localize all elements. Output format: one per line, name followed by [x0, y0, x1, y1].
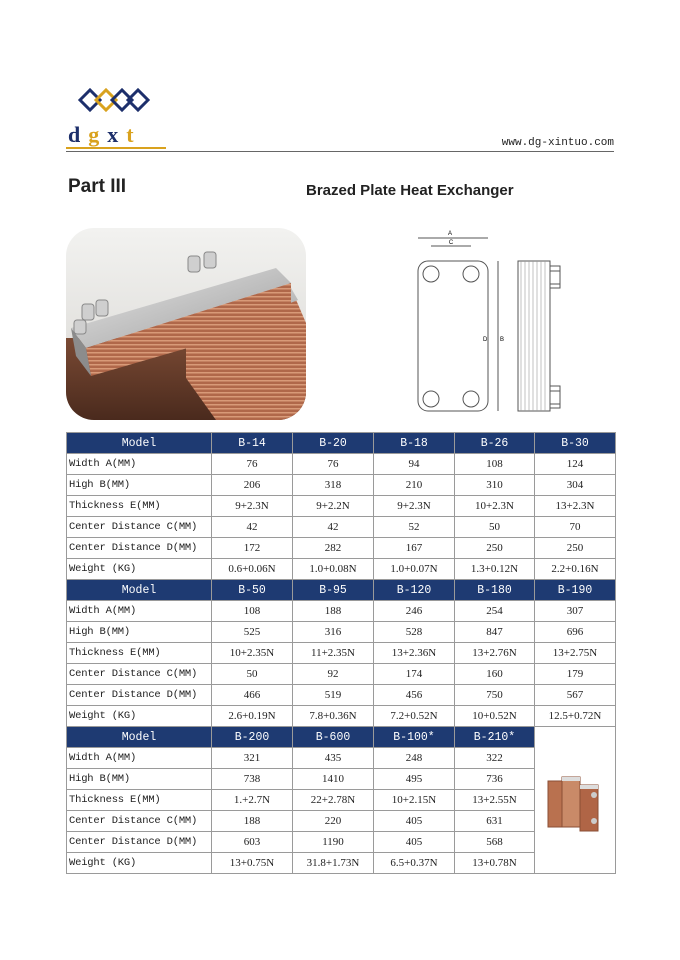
- part-label: Part III: [68, 176, 127, 197]
- table-cell: 167: [374, 538, 455, 559]
- table-cell: 405: [374, 811, 455, 832]
- table-cell: 92: [293, 664, 374, 685]
- thumbnail-image: [540, 759, 610, 839]
- table-cell: 307: [535, 601, 616, 622]
- row-label: Thickness E(MM): [67, 643, 212, 664]
- table-header-row: [67, 727, 616, 748]
- table-row: [67, 454, 616, 475]
- table-cell: 0.6+0.06N: [212, 559, 293, 580]
- table-cell: 13+2.55N: [455, 790, 535, 811]
- table-row: [67, 664, 616, 685]
- dim-label-a: A: [447, 231, 453, 237]
- page-title: Brazed Plate Heat Exchanger: [306, 182, 514, 199]
- table-cell: 2.6+0.19N: [212, 706, 293, 727]
- table-cell: 631: [455, 811, 535, 832]
- table-cell: 847: [455, 622, 535, 643]
- model-column-header: B-190: [535, 580, 616, 601]
- table-cell: 456: [374, 685, 455, 706]
- row-label: Width A(MM): [67, 748, 212, 769]
- row-label: Weight (KG): [67, 853, 212, 874]
- row-label: Thickness E(MM): [67, 790, 212, 811]
- table-row: [67, 706, 616, 727]
- table-cell: 254: [455, 601, 535, 622]
- table-header-row: [67, 433, 616, 454]
- table-cell: 174: [374, 664, 455, 685]
- model-column-header: B-95: [293, 580, 374, 601]
- table-cell: 22+2.78N: [293, 790, 374, 811]
- model-column-header: B-120: [374, 580, 455, 601]
- model-column-header: B-30: [535, 433, 616, 454]
- table-cell: 52: [374, 517, 455, 538]
- table-cell: 750: [455, 685, 535, 706]
- table-cell: 76: [212, 454, 293, 475]
- table-cell: 1.3+0.12N: [455, 559, 535, 580]
- table-cell: 1190: [293, 832, 374, 853]
- table-row: [67, 811, 616, 832]
- table-cell: 736: [455, 769, 535, 790]
- row-label: Center Distance D(MM): [67, 538, 212, 559]
- table-row: [67, 748, 616, 769]
- table-cell: 206: [212, 475, 293, 496]
- table-cell: 220: [293, 811, 374, 832]
- model-column-header: B-26: [455, 433, 535, 454]
- table-row: [67, 643, 616, 664]
- table-cell: 13+0.75N: [212, 853, 293, 874]
- model-column-header: B-600: [293, 727, 374, 748]
- dim-label-c: C: [448, 240, 454, 246]
- table-cell: 318: [293, 475, 374, 496]
- model-header: Model: [67, 580, 212, 601]
- table-cell: 9+2.3N: [374, 496, 455, 517]
- table-cell: 9+2.2N: [293, 496, 374, 517]
- table-cell: 568: [455, 832, 535, 853]
- table-row: [67, 790, 616, 811]
- table-cell: 603: [212, 832, 293, 853]
- table-cell: 519: [293, 685, 374, 706]
- model-header: Model: [67, 727, 212, 748]
- table-cell: 108: [212, 601, 293, 622]
- row-label: High B(MM): [67, 769, 212, 790]
- table-cell: 13+2.75N: [535, 643, 616, 664]
- row-label: Center Distance C(MM): [67, 811, 212, 832]
- table-cell: 10+2.15N: [374, 790, 455, 811]
- header-divider: [66, 151, 614, 152]
- table-cell: 405: [374, 832, 455, 853]
- row-label: Weight (KG): [67, 706, 212, 727]
- table-cell: 42: [293, 517, 374, 538]
- table-cell: 1410: [293, 769, 374, 790]
- table-row: [67, 475, 616, 496]
- table-cell: 188: [293, 601, 374, 622]
- table-row: [67, 769, 616, 790]
- table-row: [67, 622, 616, 643]
- table-cell: 525: [212, 622, 293, 643]
- table-cell: 310: [455, 475, 535, 496]
- table-cell: 250: [535, 538, 616, 559]
- table-cell: 738: [212, 769, 293, 790]
- table-cell: 567: [535, 685, 616, 706]
- website-url[interactable]: www.dg-xintuo.com: [501, 137, 614, 149]
- model-column-header: B-210*: [455, 727, 535, 748]
- table-cell: 495: [374, 769, 455, 790]
- table-cell: 250: [455, 538, 535, 559]
- table-row: [67, 853, 616, 874]
- table-cell: 160: [455, 664, 535, 685]
- table-cell: 124: [535, 454, 616, 475]
- product-thumbnail: [535, 727, 616, 874]
- table-cell: 6.5+0.37N: [374, 853, 455, 874]
- table-row: [67, 832, 616, 853]
- table-cell: 10+2.35N: [212, 643, 293, 664]
- table-cell: 10+2.3N: [455, 496, 535, 517]
- table-cell: 12.5+0.72N: [535, 706, 616, 727]
- row-label: Center Distance D(MM): [67, 832, 212, 853]
- table-cell: 50: [212, 664, 293, 685]
- row-label: High B(MM): [67, 622, 212, 643]
- table-cell: 70: [535, 517, 616, 538]
- table-cell: 248: [374, 748, 455, 769]
- product-photo: [66, 228, 306, 420]
- row-label: Weight (KG): [67, 559, 212, 580]
- table-cell: 1.0+0.08N: [293, 559, 374, 580]
- table-cell: 76: [293, 454, 374, 475]
- table-cell: 528: [374, 622, 455, 643]
- table-cell: 188: [212, 811, 293, 832]
- table-cell: 50: [455, 517, 535, 538]
- table-cell: 108: [455, 454, 535, 475]
- table-cell: 321: [212, 748, 293, 769]
- table-cell: 246: [374, 601, 455, 622]
- row-label: Center Distance D(MM): [67, 685, 212, 706]
- model-column-header: B-100*: [374, 727, 455, 748]
- table-row: [67, 559, 616, 580]
- table-row: [67, 538, 616, 559]
- logo-wordmark: dgxt: [68, 122, 142, 147]
- table-cell: 13+0.78N: [455, 853, 535, 874]
- table-cell: 172: [212, 538, 293, 559]
- table-cell: 10+0.52N: [455, 706, 535, 727]
- table-cell: 94: [374, 454, 455, 475]
- table-cell: 696: [535, 622, 616, 643]
- model-column-header: B-180: [455, 580, 535, 601]
- table-cell: 13+2.36N: [374, 643, 455, 664]
- row-label: Thickness E(MM): [67, 496, 212, 517]
- table-cell: 9+2.3N: [212, 496, 293, 517]
- table-row: [67, 601, 616, 622]
- row-label: High B(MM): [67, 475, 212, 496]
- table-cell: 304: [535, 475, 616, 496]
- dim-label-d: D: [483, 337, 488, 343]
- model-column-header: B-50: [212, 580, 293, 601]
- model-column-header: B-18: [374, 433, 455, 454]
- model-column-header: B-200: [212, 727, 293, 748]
- table-cell: 11+2.35N: [293, 643, 374, 664]
- spec-table: [66, 432, 616, 874]
- table-cell: 7.2+0.52N: [374, 706, 455, 727]
- table-cell: 466: [212, 685, 293, 706]
- table-row: [67, 517, 616, 538]
- row-label: Width A(MM): [67, 454, 212, 475]
- table-row: [67, 496, 616, 517]
- table-header-row: [67, 580, 616, 601]
- table-cell: 322: [455, 748, 535, 769]
- dim-label-b: B: [500, 337, 505, 343]
- table-cell: 7.8+0.36N: [293, 706, 374, 727]
- model-column-header: B-20: [293, 433, 374, 454]
- table-cell: 316: [293, 622, 374, 643]
- table-cell: 2.2+0.16N: [535, 559, 616, 580]
- dimension-drawing: [400, 226, 580, 426]
- table-row: [67, 685, 616, 706]
- row-label: Center Distance C(MM): [67, 517, 212, 538]
- table-cell: 13+2.76N: [455, 643, 535, 664]
- table-cell: 1.0+0.07N: [374, 559, 455, 580]
- table-cell: 210: [374, 475, 455, 496]
- table-cell: 1.+2.7N: [212, 790, 293, 811]
- logo-underline: [66, 147, 166, 149]
- table-cell: 31.8+1.73N: [293, 853, 374, 874]
- table-cell: 42: [212, 517, 293, 538]
- table-cell: 282: [293, 538, 374, 559]
- row-label: Width A(MM): [67, 601, 212, 622]
- table-cell: 435: [293, 748, 374, 769]
- model-column-header: B-14: [212, 433, 293, 454]
- row-label: Center Distance C(MM): [67, 664, 212, 685]
- table-cell: 13+2.3N: [535, 496, 616, 517]
- model-header: Model: [67, 433, 212, 454]
- table-cell: 179: [535, 664, 616, 685]
